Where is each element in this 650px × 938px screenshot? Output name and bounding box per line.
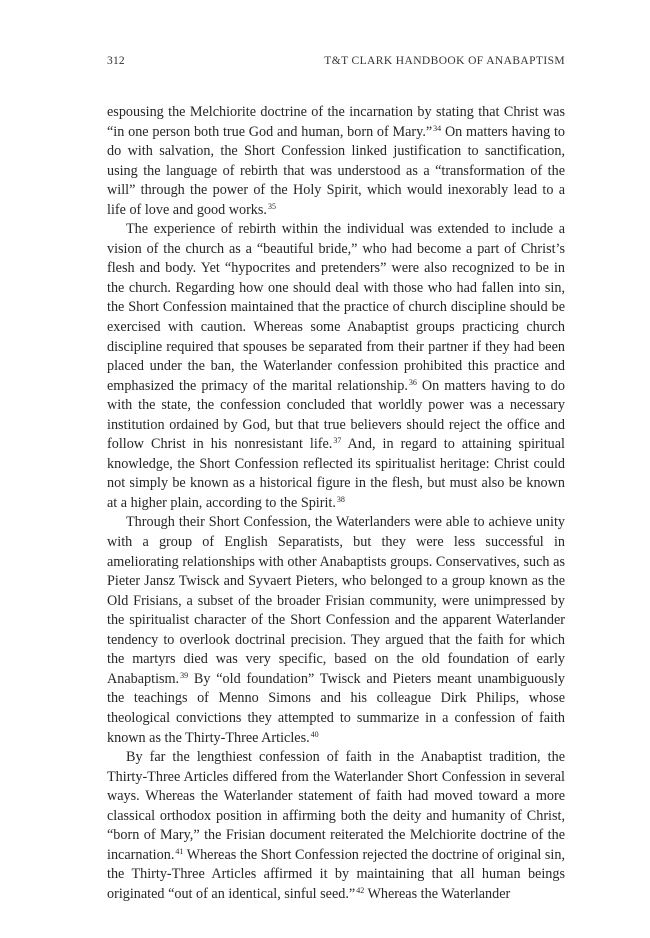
footnote-marker: 40 <box>310 729 319 739</box>
paragraph-4 <box>107 748 565 904</box>
footnote-marker: 36 <box>408 377 417 387</box>
paragraph-text: espousing the Melchiorite doctrine of the incarnation by stating that Christ was “in one person both true God and human, born of Mary.” <box>107 104 565 140</box>
body-text <box>107 103 565 904</box>
book-title: T&T CLARK HANDBOOK OF ANABAPTISM <box>324 55 565 67</box>
paragraph-text: By “old foundation” Twisck and Pieters meant unambiguously the teachings of Menno Simons and his colleague Dirk Philips, whose theological convictions they attempted to summarize in a confession of faith known as the Thirty-Three Articles. <box>107 670 565 746</box>
footnote-marker: 39 <box>180 670 189 680</box>
paragraph-text: The experience of rebirth within the individual was extended to include a vision of the church as a “beautiful bride,” who had become a part of Christ’s flesh and body. Yet “hypocrites and pretenders” were also recognized to be in the church. Regarding how one should deal with those who had fallen into sin, the Short Confession maintained that the practice of church discipline should be exercised with caution. Whereas some Anabaptist groups practicing church discipline required that spouses be separated from their partner if they had been placed under the ban, the Waterlander confession prohibited this practice and emphasized the primacy of the marital relationship. <box>107 221 565 394</box>
paragraph-text: On matters having to do with the state, the confession concluded that worldly power was a necessary institution ordained by God, but that true believers should reject the office and follow Christ in his nonresistant life. <box>107 377 565 453</box>
paragraph-text: Whereas the Short Confession rejected the doctrine of original sin, the Thirty-Three Articles affirmed it by maintaining that all human beings originated “out of an identical, sinful seed.” <box>107 846 565 902</box>
footnote-marker: 42 <box>356 885 365 895</box>
page-number: 312 <box>107 55 125 67</box>
paragraph-1 <box>107 103 565 220</box>
paragraph-text: On matters having to do with salvation, the Short Confession linked justification to sanctification, using the language of rebirth that was understood as a “transformation of the will” through the power of the Holy Spirit, which would inexorably lead to a life of love and good works. <box>107 123 565 218</box>
footnote-marker: 34 <box>433 123 442 133</box>
running-head <box>107 55 565 71</box>
paragraph-3 <box>107 513 565 748</box>
paragraph-text: By far the lengthiest confession of faith in the Anabaptist tradition, the Thirty-Three Articles differed from the Waterlander Short Confession in several ways. Whereas the Waterlander statement of faith had moved toward a more classical orthodox position in affirming both the deity and humanity of Christ, “born of Mary,” the Frisian document reiterated the Melchiorite doctrine of the incarnation. <box>107 749 565 863</box>
footnote-marker: 41 <box>175 846 184 856</box>
paragraph-text: And, in regard to attaining spiritual knowledge, the Short Confession reflected its spiritualist heritage: Christ could not simply be known as a historical figure in the flesh, but must also be known at a higher plain, according to the Spirit. <box>107 436 565 511</box>
footnote-marker: 38 <box>336 494 345 504</box>
footnote-marker: 35 <box>267 201 276 211</box>
paragraph-text: Through their Short Confession, the Waterlanders were able to achieve unity with a group of English Separatists, but they were less successful in ameliorating relationships with other Anabaptists groups. Conservatives, such as Pieter Jansz Twisck and Syvaert Pieters, who belonged to a group known as the Old Frisians, a subset of the broader Frisian community, were unimpressed by the spiritualist character of the Short Confession and the apparent Waterlander tendency to overlook doctrinal precision. They argued that the faith for which the martyrs died was very specific, based on the old foundation of early Anabaptism. <box>107 514 565 687</box>
paragraph-text: Whereas the Waterlander <box>364 885 511 902</box>
paragraph-2 <box>107 220 565 513</box>
footnote-marker: 37 <box>333 436 342 446</box>
